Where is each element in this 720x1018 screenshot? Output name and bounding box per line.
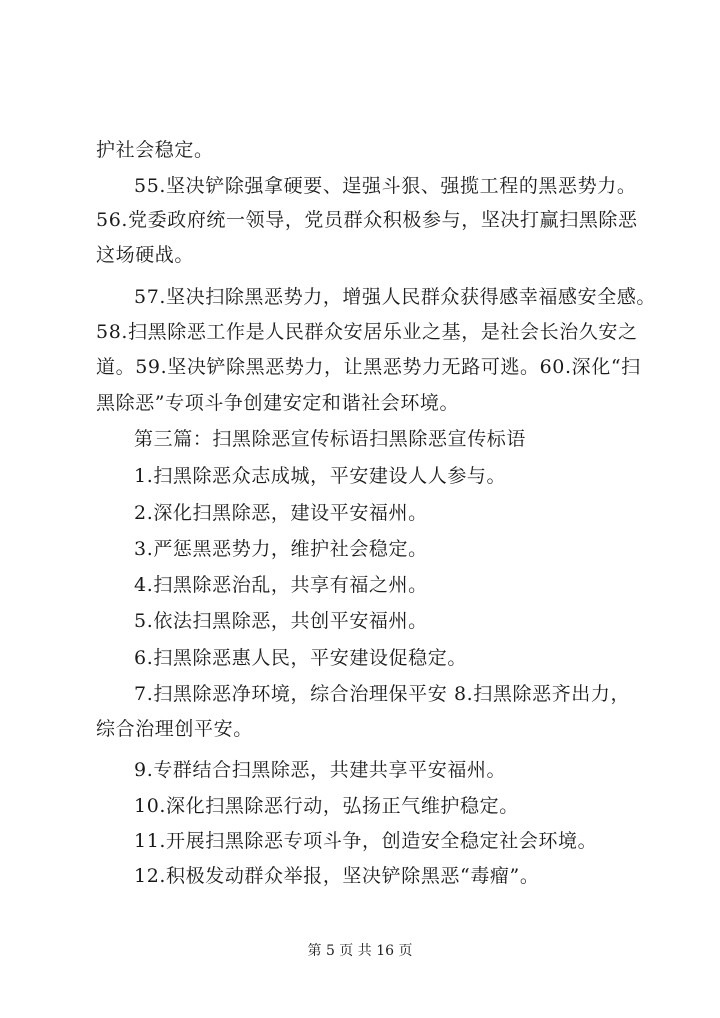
list-item: 6.扫黑除恶惠人民，平安建设促稳定。 (134, 647, 467, 669)
list-item: 5.依法扫黑除恶，共创平安福州。 (134, 610, 428, 632)
page-number-footer: 第 5 页 共 16 页 (307, 943, 413, 959)
text-line: 这场硬战。 (96, 244, 195, 266)
text-line: 57.坚决扫除黑恶势力，增强人民群众获得感幸福感安全感。 (134, 286, 657, 308)
list-item: 7.扫黑除恶净环境，综合治理保平安 8.扫黑除恶齐出力， (134, 683, 631, 705)
list-item: 综合治理创平安。 (96, 718, 253, 740)
list-item: 11.开展扫黑除恶专项斗争，创造安全稳定社会环境。 (134, 830, 598, 852)
list-item: 2.深化扫黑除恶，建设平安福州。 (134, 502, 428, 524)
text-line: 58.扫黑除恶工作是人民群众安居乐业之基，是社会长治久安之 (96, 321, 638, 343)
text-line: 55.坚决铲除强拿硬要、逞强斗狠、强揽工程的黑恶势力。 (134, 175, 637, 197)
text-line: 道。59.坚决铲除黑恶势力，让黑恶势力无路可逃。60.深化“扫 (96, 356, 641, 378)
text-line: 56.党委政府统一领导，党员群众积极参与，坚决打赢扫黑除恶 (96, 209, 638, 231)
section-heading: 第三篇：扫黑除恶宣传标语扫黑除恶宣传标语 (134, 428, 527, 450)
text-line: 护社会稳定。 (96, 139, 214, 161)
text-line: 黑除恶”专项斗争创建安定和谐社会环境。 (96, 392, 460, 414)
list-item: 3.严惩黑恶势力，维护社会稳定。 (134, 538, 428, 560)
list-item: 1.扫黑除恶众志成城，平安建设人人参与。 (134, 465, 507, 487)
list-item: 4.扫黑除恶治乱，共享有福之州。 (134, 574, 428, 596)
list-item: 9.专群结合扫黑除恶，共建共享平安福州。 (134, 759, 507, 781)
list-item: 10.深化扫黑除恶行动，弘扬正气维护稳定。 (134, 795, 519, 817)
list-item: 12.积极发动群众举报，坚决铲除黑恶“毒瘤”。 (134, 865, 540, 887)
